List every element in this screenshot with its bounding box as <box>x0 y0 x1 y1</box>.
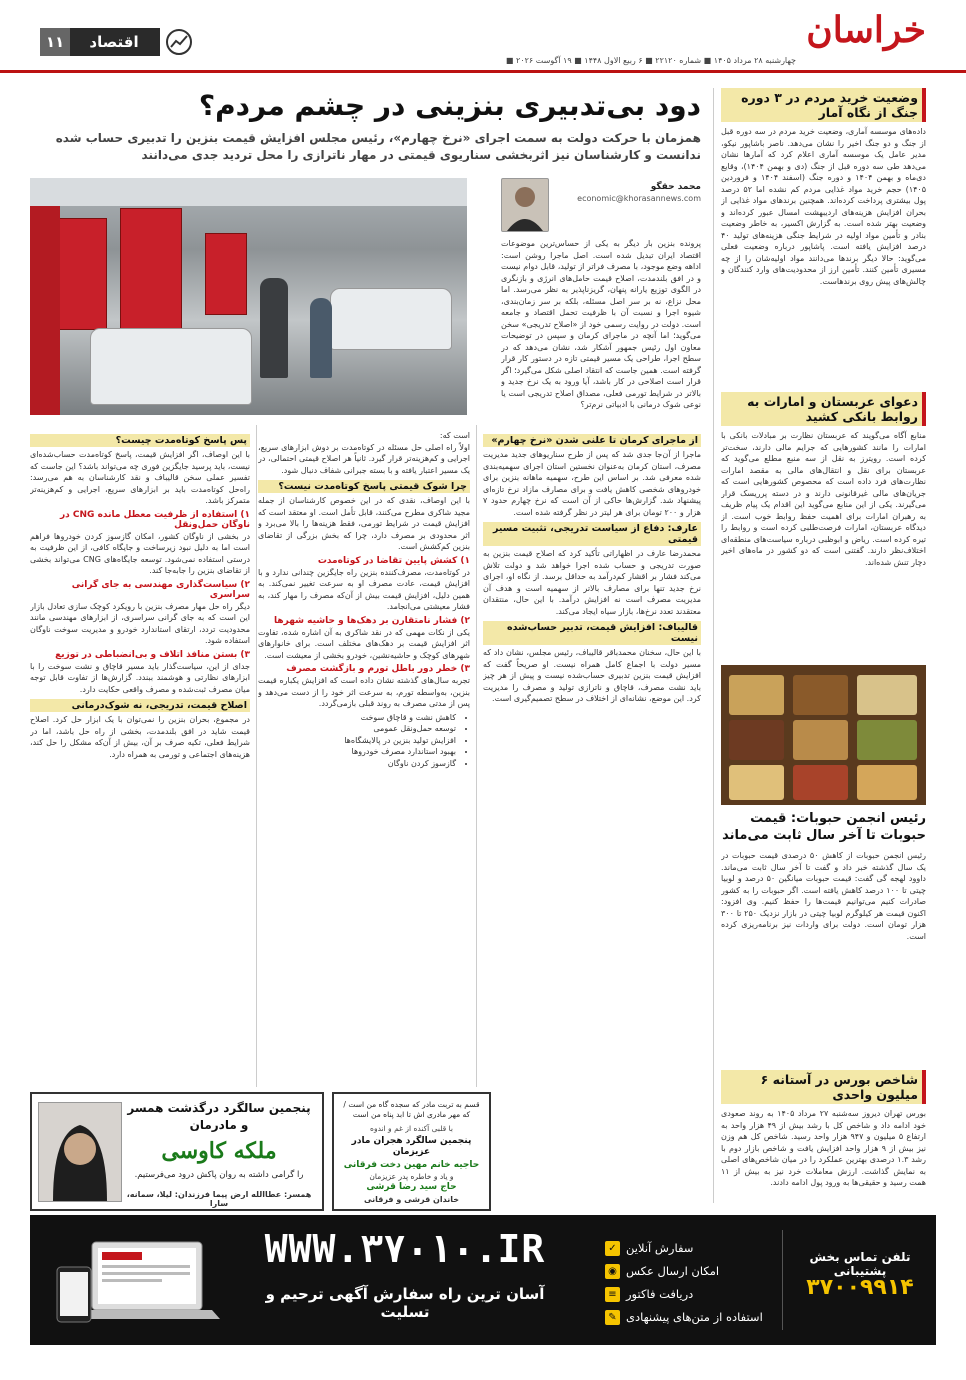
column-divider <box>256 425 257 1087</box>
paragraph: محمدرضا عارف در اظهاراتی تأکید کرد که اصلاح قیمت بنزین به صورت تدریجی و حساب شده اجرا خواهد شد و دولت تلاش می‌کند فشار بر اقشار کم‌درآمد به حداقل برسد. از نگاه او، اجرای نرخ جدید تنها برای مصارف بالاتر از سهمیه است و هدف آن مدیریت مصرف است نه افزایش درآمد. با این حال، منتقدان معتقدند تعدد نرخ‌ها، بازار سیاه ایجاد می‌کند. <box>483 549 701 616</box>
memorial-notice[interactable] <box>30 1092 324 1211</box>
article-column-3 <box>30 430 250 1090</box>
column-divider <box>476 425 477 1087</box>
sidebar-headline-2[interactable]: دعوای عربستان و امارات به روابط بانکی کشید <box>721 392 926 426</box>
section-heading: قالیباف: افزایش قیمت، تدبیر حساب‌شده نیست <box>483 621 701 645</box>
memorial-family: خاندان قرشی و فرقانی <box>363 1195 460 1204</box>
subsection-heading: ۲) سیاست‌گذاری مهندسی به جای گرانی سراسری <box>71 579 250 600</box>
list-item: • گازسوز کردن ناوگان <box>258 758 456 770</box>
ad-feature: استفاده از متن‌های پیشنهادی ✎ <box>605 1306 770 1329</box>
sidebar-body-3: رئیس انجمن حبوبات از کاهش ۵۰ درصدی قیمت حبوبات در یک سال گذشته خبر داد و گفت تا آخر سال ثابت می‌ماند. داوود لهجه گی گفت: قیمت حبوبات میانگین ۵۰ درصد و لوبیا چیتی تا ۱۰۰ درصد کاهش یافته است. اگر حبوبات را به کشور صادرات کنیم می‌توانیم قیمت‌ها را حفظ کنیم. وی افزود: اکنون قیمت هر کیلوگرم لوبیا چیتی در بازار نزدیک ۲۵۰ تا ۳۰۰ هزار تومان است. دولت برای واردات نیز برنامه‌ریزی کرده است. <box>721 851 926 941</box>
article-subtitle: همزمان با حرکت دولت به سمت اجرای «نرخ چهارم»، رئیس مجلس افزایش قیمت بنزین را تدبیری حساب شده ندانست و کارشناسان نیز اثربخشی سناریوی قیمتی در مهار ناترازی را محل تردید جدی می‌دانند <box>55 131 701 162</box>
gas-station-photo <box>30 178 467 415</box>
author-email[interactable]: economic@khorasannews.com <box>577 194 701 203</box>
paragraph: دیگر راه حل مهار مصرف بنزین با رویکرد کوچک سازی تعادل بازار این است که به جای گرانی سراسری، از ابزارهای مهندسی مانند محدودیت تردد، ارتقای استاندارد خودرو و مدیریت سوخت ناوگان استفاده شود. <box>30 601 250 645</box>
paragraph: تجربه سال‌های گذشته نشان داده است که افزایش یکباره قیمت بنزین، به‌واسطه تورم، به سرعت اثر خود را از دست می‌دهد و پس از مدتی مصرف به روند قبلی بازمی‌گردد. <box>258 676 470 708</box>
author-photo <box>501 178 549 232</box>
list-item: • بهبود استاندارد مصرف خودروها <box>258 746 456 758</box>
list-item: • کاهش نشت و قاچاق سوخت <box>258 712 456 724</box>
article-column-1 <box>483 430 701 1090</box>
paragraph: است که: <box>439 431 470 440</box>
subsection-heading: ۲) فشار نامتقارن بر دهک‌ها و حاشیه شهرها <box>273 615 470 626</box>
cart-icon: ✓ <box>605 1241 620 1256</box>
section-heading: پس پاسخ کوتاه‌مدت چیست؟ <box>30 434 250 447</box>
classified-ad-banner[interactable] <box>30 1215 936 1345</box>
bullet-list <box>258 712 456 770</box>
invoice-icon: ≡ <box>605 1287 620 1302</box>
dateline: چهارشنبه ۲۸ مرداد ۱۴۰۵ ■ شماره ۲۲۱۲۰ ■ ۶ ربیع الاول ۱۴۴۸ ■ ۱۹ آگوست ۲۰۲۶ ■ <box>505 56 796 65</box>
paragraph: در بخشی از ناوگان کشور، امکان گازسوز کردن خودروها فراهم است اما به دلیل نبود زیرساخت و جایگاه کافی، از این ظرفیت به درستی استفاده نمی‌شود. توسعه جایگاه‌های CNG می‌تواند بخشی از تقاضای بنزین را جابه‌جا کند. <box>30 531 250 575</box>
article-lead: پرونده بنزین بار دیگر به یکی از حساس‌ترین موضوعات اقتصاد ایران تبدیل شده است. اصل ماجرا روشن است: اداهه وضع موجود، با مصرف فراتر از تولید، قابل دوام نیست و در افق بلندمدت، اصلاح قیمت حامل‌های انرژی و بازنگری در الگوی توزیع یارانه پنهان، گریزناپذیر به نظر می‌رسد. اما محل نزاع، نه بر سر اصل مسئله، بلکه بر سر زمان‌بندی، شیوه اجرا و نسبت آن با ظرفیت تحمل اقتصاد و جامعه است. دولت در روایت رسمی خود از «اصلاح تدریجی» سخن می‌گوید؛ اما آنچه در ماجرای کرمان و سپس در توضیحات معاون اول رئیس جمهور آشکار شد، نشان می‌دهد که در سطح اجرا، طراحی یک مسیر قیمتی تازه در دستور کار قرار گرفته است. همین جاست که انتقاد اصلی شکل می‌گیرد؛ اگر قرار است اصلاحی در کار باشد، آیا ورود به یک نرخ جدید و بالاتر در شرایط تورمی فعلی، مصداق اصلاح تدریجی است یا نوعی شوک درمانی با ادبیاتی نرم‌تر؟ <box>501 239 701 409</box>
paragraph: جدای از این، سیاست‌گذار باید مسیر قاچاق و نشت سوخت را با ابزارهای نظارتی و هوشمند ببندد. گزارش‌ها از تفاوت قابل توجه میان مصرف ثبت‌شده و مصرف واقعی حکایت دارد. <box>30 661 250 694</box>
memorial-name-2: حاج سید رضا قرشی <box>366 1182 457 1192</box>
paragraph: یکی از نکات مهمی که در نقد شاکری به آن اشاره شده، تفاوت اثر افزایش قیمت بر دهک‌های مختلف است. برای خانوارهای شهرهای کوچک و حاشیه‌نشین، خودرو بخشی از معیشت است. <box>258 627 470 660</box>
economy-chart-icon <box>165 28 193 56</box>
ad-website-url[interactable]: WWW.۳۷۰۱۰.IR <box>264 1227 546 1271</box>
column-divider <box>713 88 714 1203</box>
memorial-heading: پنجمین سالگرد درگذشت همسر و مادرمان <box>127 1101 311 1132</box>
sidebar-column-lower <box>721 810 926 1238</box>
section-heading: عارف: دفاع از سیاست تدریجی، تثبیت مسیر قیمتی <box>483 522 701 546</box>
section-heading: چرا شوک قیمتی پاسخ کوتاه‌مدت نیست؟ <box>258 480 470 493</box>
sidebar-body-1: داده‌های موسسه آماری، وضعیت خرید مردم در سه دوره قبل از جنگ و دو جنگ اخیر را نشان می‌دهد. ناصر باشاپور نیکو، مدیر عامل یک موسسه آماری اعلام کرد که آمارها نشان می‌دهد طی سه دوره قبل از جنگ (دی و بهمن ۱۴۰۴)، وقایع دی‌ماه و بهمن ۱۴۰۴ و دوره جنگ (اسفند ۱۴۰۴ و فروردین ۱۴۰۵) حجم خرید مواد غذایی مردم کم نشده اما ۵۲ درصد پول بیشتری پرداخت کرده‌اند. همچنین برندهای مواد غذایی از بحران افزایش هزینه‌های اردیبهشت امسال عبور کرده‌اند و وضعیت بهتر شده است. به گزارش اکسیر، به خاطر وضعیت بنادر و تأمین مواد اولیه در شرایط جنگی هزینه‌های تولید ۴۰ درصد افزایش یافته است. پاشاپور درباره وضعیت فعلی می‌گوید: حالا دیگر برندها می‌دانند مواد اولیه‌شان را از چه مسیری تأمین کنند. تأمین ارز از محدودیت‌های وارد کنندگان و چالش‌های پیش روی برندهاست. <box>721 127 926 286</box>
sidebar-column <box>721 88 926 705</box>
author-box <box>501 178 701 236</box>
sidebar-headline-3[interactable]: رئیس انجمن حبوبات: قیمت حبوبات تا آخر سال ثابت می‌ماند <box>722 811 926 843</box>
ad-feature: امکان ارسال عکس ◉ <box>605 1260 770 1283</box>
sidebar-body-4: بورس تهران دیروز سه‌شنبه ۲۷ مرداد ۱۴۰۵ به روند صعودی خود ادامه داد و شاخص کل با رشد بیش از ۴۹ هزار واحد به ارتفاع ۵ میلیون و ۹۴۷ هزار واحد رسید. شاخص کل هم وزن نیز بیش از ۹ هزار واحد افزایش یافت و شاخص بازار دوم با رشد ۱.۳ درصدی بهترین عملکرد را در میان شاخص‌های اصلی به نمایش گذاشت. ارزش معاملات خرد نیز به بیش از ۱۱ همت رسید و حقیقی‌ها به ورود پول ادامه دادند. <box>721 1109 926 1187</box>
memorial-name: حاجیه خانم مهین دخت فرقانی <box>343 1160 480 1170</box>
subsection-heading: ۳) بستن منافذ اتلاف و بی‌انضباطی در توزیع <box>55 649 250 660</box>
paragraph: با این حال، سخنان محمدباقر قالیباف، رئیس مجلس، نشان داد که مسیر دولت با اجماع کامل همراه نیست. او صریحاً گفت که افزایش قیمت بنزین تدبیری حساب‌شده نیست و پیش از هر چیز باید نشت مصرف، قاچاق و ناترازی تولید و مصرف را مدیریت کرد. این موضع، نشانه‌ای از اختلاف در سطح تصمیم‌گیری است. <box>483 648 701 703</box>
section-title: اقتصاد <box>89 33 139 51</box>
memorial-name: ملکه کاوسی <box>161 1138 277 1164</box>
memorial-verse: قسم به تربت مادر که سجده گاه من است / که مهر مادری اش تا ابد پناه من است <box>343 1100 480 1119</box>
ad-feature-list <box>605 1237 770 1329</box>
memorial-text: را گرامی داشته به روان پاکش درود می‌فرستیم. <box>134 1170 304 1180</box>
newspaper-logo[interactable]: خراسان <box>806 9 926 51</box>
paragraph: در کوتاه‌مدت، مصرف‌کننده بنزین راه جایگزین چندانی ندارد و با افزایش قیمت، عادت مصرف او به سرعت تغییر نمی‌کند. به همین دلیل، افزایش قیمت بیش از آن‌که مصرف را مهار کند، به فشار معیشتی می‌انجامد. <box>258 567 470 611</box>
subsection-heading: ۱) کشش پایین تقاضا در کوتاه‌مدت <box>317 555 470 566</box>
support-phone-label: تلفن تماس بخش پشتیبانی <box>809 1250 911 1278</box>
sidebar-headline-1[interactable]: وضعیت خرید مردم در ۳ دوره جنگ از نگاه آمار <box>721 88 926 122</box>
laptop-phone-icon <box>42 1237 222 1327</box>
section-heading: اصلاح قیمت، تدریجی، نه شوک‌درمانی <box>30 699 250 712</box>
paragraph: با این اوصاف، نقدی که در این خصوص کارشناسان از جمله مجید شاکری مطرح می‌کنند، قابل تأمل است. او معتقد است که افزایش قیمت در شرایط تورمی، فقط هزینه‌ها را بالا می‌برد و اثر محدودی بر مصرف دارد، چرا که بخش بزرگی از تقاضای بنزین کم‌کشش است. <box>258 496 470 551</box>
article-column-2 <box>258 430 470 1090</box>
section-heading: از ماجرای کرمان تا علنی شدن «نرخ چهارم» <box>483 434 701 447</box>
memorial-notice-line: با قلبی آکنده از غم و اندوه <box>370 1124 453 1133</box>
sidebar-headline-4[interactable]: شاخص بورس در آستانه ۶ میلیون واحدی <box>721 1070 926 1104</box>
subsection-heading: ۳) خطر دور باطل تورم و بازگشت مصرف <box>286 664 470 674</box>
paragraph: در مجموع، بحران بنزین را نمی‌توان با یک ابزار حل کرد. اصلاح قیمت شاید در افق بلندمدت، بخشی از راه حل باشد، اما در شرایط فعلی، تکیه صرف بر آن، بیش از آن‌که مشکل را حل کند، هزینه‌های اجتماعی و تورمی به همراه دارد. <box>30 715 250 759</box>
camera-icon: ◉ <box>605 1264 620 1279</box>
ad-feature: دریافت فاکتور ≡ <box>605 1283 770 1306</box>
ad-divider <box>782 1230 783 1330</box>
subsection-heading: ۱) استفاده از ظرفیت معطل مانده CNG در ناوگان حمل‌ونقل <box>59 509 250 530</box>
memorial-family: همسر: عطاالله ارض پیما فرزندان: لیلا، سمانه، سارا <box>126 1190 312 1208</box>
memorial-heading: پنجمین سالگرد هجران مادر عزیزمان <box>351 1136 472 1157</box>
author-name: محمد حقگو <box>650 182 701 192</box>
support-phone-number[interactable]: ۳۷۰۰۹۹۱۴ <box>806 1275 914 1300</box>
ad-feature: سفارش آنلاین ✓ <box>605 1237 770 1260</box>
list-item: • افزایش تولید بنزین در پالایشگاه‌ها <box>258 735 456 747</box>
ad-slogan: آسان ترین راه سفارش آگهی ترحیم و تسلیت <box>265 1285 545 1321</box>
paragraph: ماجرا از آن‌جا جدی شد که پس از طرح سناریوهای جدید مدیریت مصرف، استان کرمان به‌عنوان نخستین استان اجرای سهمیه‌بندی شده معرفی شد. بر اساس این طرح، سهمیه ماهانه بنزین برای خودروهای شخصی کاهش یافت و برای مصارف مازاد نرخ تازه‌ای پیشنهاد شد. گزارش‌ها حاکی از آن است که نرخ چهارم حدود ۷ هزار و ۲۰۰ تومان برای هر لیتر در نظر گرفته شده است. <box>483 450 701 517</box>
legumes-photo <box>721 665 926 805</box>
portrait-photo <box>38 1102 122 1202</box>
document-icon: ✎ <box>605 1310 620 1325</box>
memorial-text: و یاد و خاطره پدر عزیزمان <box>369 1172 454 1181</box>
paragraph: با این اوصاف، اگر افزایش قیمت، پاسخ کوتاه‌مدت حساب‌شده‌ای نیست، باید پرسید جایگزین فوری چه می‌تواند باشد؟ این جاست که تفسیر عملی سخن قالیباف و نقد کارشناسان به هم می‌رسد: راه‌حل کوتاه‌مدت باید بر ابزارهای سریع، اجرایی و کم‌هزینه‌تر متمرکز باشد. <box>30 450 250 505</box>
page-number: ۱۱ <box>40 28 70 56</box>
list-item: • توسعه حمل‌ونقل عمومی <box>258 723 456 735</box>
article-title[interactable]: دود بی‌تدبیری بنزینی در چشم مردم؟ <box>198 89 701 122</box>
sidebar-body-2: منابع آگاه می‌گویند که عربستان نظارت بر مبادلات بانکی با امارات را مانند کشورهایی که جرایم مالی دارند، سخت‌تر کرده است. رویترز به نقل از سه منبع مطلع می‌گوید که عربستان برای نقل و انتقال‌های مالی به مقصد امارات نظارت‌های فرد داده است که محصوص کشورهایی است که جریان‌های مالی غیرقانونی دارند و در دسته پرریسک قرار می‌گیرند. یکی از این منابع می‌گوید این اقدام یک پیام ظریف به رهبران امارات برای اهمیت حفظ روابط خوب است. از دیدگاه عربستان، امارات فرصت‌طلبی کرده است و روابط را تیره کرده است. ریاض و ابوظبی درباره سیاست‌های منطقه‌ای اختلاف‌نظر دارند. گفتنی است که دو کشور در ماه‌های اخیر دچار تنش شده‌اند. <box>721 431 926 567</box>
paragraph: اولاً راه اصلی حل مسئله در کوتاه‌مدت بر دوش ابزارهای سریع، اجرایی و کم‌هزینه‌تر قرار گیرد. ثانیاً هر اصلاح قیمتی احتمالی، در یک مسیر اعتبار یافته و با بسته جبرانی شفاف دنبال شود. <box>258 442 470 475</box>
memorial-notice[interactable] <box>332 1092 491 1211</box>
